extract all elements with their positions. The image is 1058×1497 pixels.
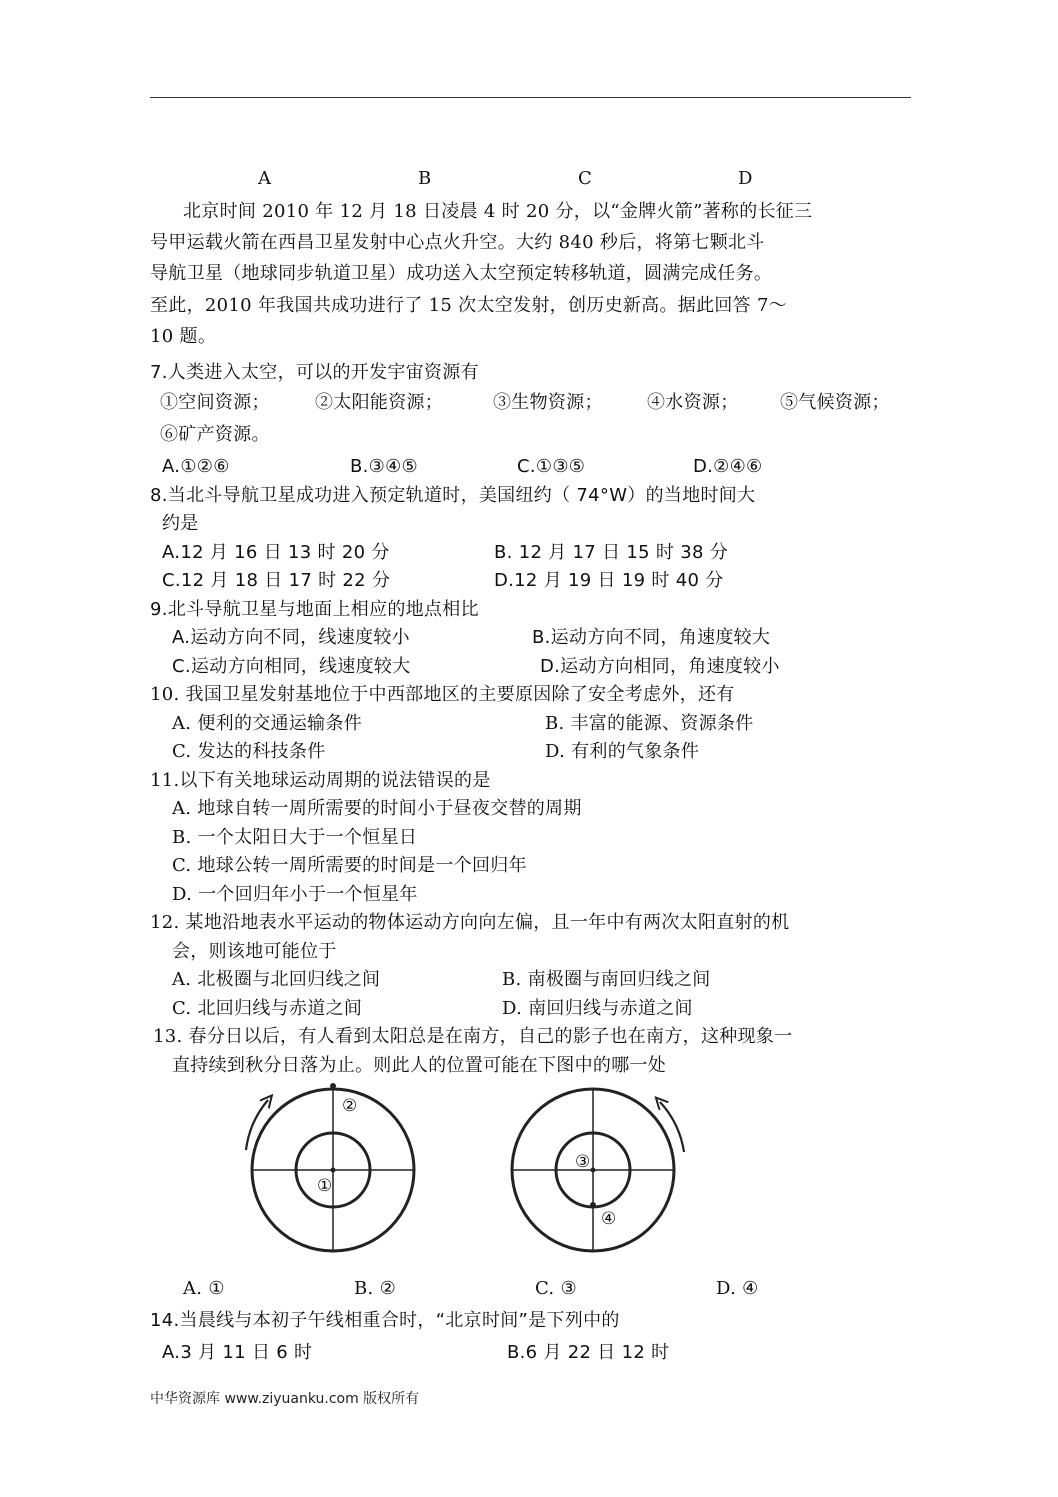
q8-option-b: B. 12 月 17 日 15 时 38 分 [494, 542, 729, 563]
top-label-c: C [578, 168, 593, 189]
q9-option-b: B.运动方向不同，角速度较大 [532, 627, 771, 648]
q11-stem: 11.以下有关地球运动周期的说法错误的是 [150, 770, 491, 791]
q11-option-d: D. 一个回归年小于一个恒星年 [172, 884, 418, 905]
q10-option-b: B. 丰富的能源、资源条件 [545, 713, 754, 734]
q7-stem: 7.人类进入太空，可以的开发宇宙资源有 [150, 362, 479, 383]
q7-option-b: B.③④⑤ [350, 456, 418, 477]
q12-option-d: D. 南回归线与赤道之间 [502, 998, 693, 1019]
marker-1: ① [317, 1176, 333, 1196]
q10-option-c: C. 发达的科技条件 [172, 741, 326, 762]
footer-copyright: 中华资源库 www.ziyuanku.com 版权所有 [150, 1391, 420, 1407]
q12-option-a: A. 北极圈与北回归线之间 [172, 969, 381, 990]
q13-option-d: D. ④ [716, 1278, 759, 1299]
q14-option-a: A.3 月 11 日 6 时 [162, 1342, 313, 1363]
q13-option-a: A. ① [183, 1278, 225, 1299]
q14-option-b: B.6 月 22 日 12 时 [507, 1342, 670, 1363]
top-label-d: D [738, 168, 753, 189]
q12-option-b: B. 南极圈与南回归线之间 [502, 969, 711, 990]
q11-option-b: B. 一个太阳日大于一个恒星日 [172, 827, 418, 848]
right-globe [512, 1089, 684, 1251]
left-point-dot [330, 1083, 336, 1089]
q13-stem-cont: 直持续到秋分日落为止。则此人的位置可能在下图中的哪一处 [172, 1055, 667, 1076]
q7-option-a: A.①②⑥ [162, 456, 230, 477]
right-center-dot [591, 1168, 596, 1173]
marker-4: ④ [601, 1209, 617, 1229]
right-point-dot [590, 1202, 596, 1208]
q7-item: ④水资源； [647, 392, 739, 413]
q13-option-c: C. ③ [535, 1278, 577, 1299]
q9-option-d: D.运动方向相同，角速度较小 [540, 656, 780, 677]
left-center-dot [331, 1168, 336, 1173]
q11-option-c: C. 地球公转一周所需要的时间是一个回归年 [172, 855, 527, 876]
passage-line: 北京时间 2010 年 12 月 18 日凌晨 4 时 20 分，以“金牌火箭”著称的长征三 [183, 201, 813, 222]
q7-item: ⑥矿产资源。 [160, 424, 270, 445]
q11-option-a: A. 地球自转一周所需要的时间小于昼夜交替的周期 [172, 798, 582, 819]
q7-option-c: C.①③⑤ [517, 456, 586, 477]
top-label-b: B [418, 168, 432, 189]
q7-item: ⑤气候资源； [780, 392, 890, 413]
marker-3: ③ [575, 1152, 591, 1172]
q8-stem: 8.当北斗导航卫星成功进入预定轨道时，美国纽约（ 74°W）的当地时间大 [150, 485, 756, 506]
q14-stem: 14.当晨线与本初子午线相重合时，“北京时间”是下列中的 [150, 1310, 620, 1331]
q13-option-b: B. ② [354, 1278, 397, 1299]
q8-option-d: D.12 月 19 日 19 时 40 分 [494, 570, 724, 591]
q12-stem: 12. 某地沿地表水平运动的物体运动方向向左偏，且一年中有两次太阳直射的机 [150, 912, 790, 933]
passage-line: 号甲运载火箭在西昌卫星发射中心点火升空。大约 840 秒后，将第七颗北斗 [150, 232, 765, 253]
q7-option-d: D.②④⑥ [693, 456, 763, 477]
right-rotation-arrow [660, 1102, 684, 1152]
q10-stem: 10. 我国卫星发射基地位于中西部地区的主要原因除了安全考虑外，还有 [150, 684, 735, 705]
top-label-a: A [258, 168, 272, 189]
left-globe [246, 1083, 414, 1251]
passage-line: 至此，2010 年我国共成功进行了 15 次太空发射，创历史新高。据此回答 7～ [150, 295, 788, 316]
q7-item: ③生物资源； [493, 392, 603, 413]
q12-stem-cont: 会，则该地可能位于 [172, 941, 337, 962]
q9-stem: 9.北斗导航卫星与地面上相应的地点相比 [150, 599, 479, 620]
marker-2: ② [342, 1096, 358, 1116]
q10-option-d: D. 有利的气象条件 [545, 741, 700, 762]
q10-option-a: A. 便利的交通运输条件 [172, 713, 363, 734]
q8-stem-cont: 约是 [162, 513, 199, 534]
q8-option-a: A.12 月 16 日 13 时 20 分 [162, 542, 390, 563]
q7-item: ①空间资源； [160, 392, 270, 413]
q8-option-c: C.12 月 18 日 17 时 22 分 [162, 570, 391, 591]
passage-line: 10 题。 [150, 326, 217, 347]
passage-line: 导航卫星（地球同步轨道卫星）成功送入太空预定转移轨道，圆满完成任务。 [150, 263, 773, 284]
q9-option-a: A.运动方向不同，线速度较小 [172, 627, 410, 648]
q12-option-c: C. 北回归线与赤道之间 [172, 998, 363, 1019]
q13-stem: 13. 春分日以后，有人看到太阳总是在南方，自己的影子也在南方，这种现象一 [153, 1026, 793, 1047]
q7-item: ②太阳能资源； [315, 392, 444, 413]
q9-option-c: C.运动方向相同，线速度较大 [172, 656, 411, 677]
